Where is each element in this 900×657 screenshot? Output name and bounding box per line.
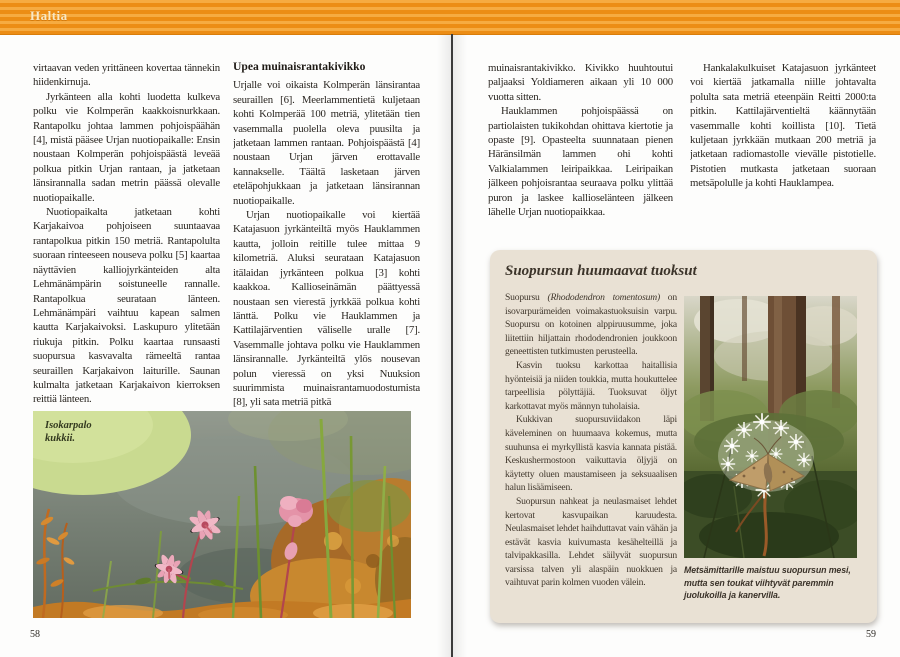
- left-page-column-2: [233, 60, 420, 410]
- header-band: [0, 0, 900, 35]
- body-paragraph: muinaisrantakivikko. Kivikko huuhtoutui paljaaksi Yoldiameren aikaan yli 10 000 vuotta sitten.: [488, 62, 673, 103]
- brand-logo-haltia: Haltia: [30, 8, 68, 23]
- page-gutter-shade-right: [453, 34, 467, 657]
- infobox-paragraph: Kukkivan suopursuviidakon läpi käveleminen on huumaava kokemus, mutta suuhunsa ei myrkyllistä kasvia kannata pistää. Keskushermostoon vaikuttavia öljyjä on käytetty oluen maustamiseen ja seksuaalisen halun lisäämiseen.: [505, 414, 677, 494]
- right-page-column-1: [488, 61, 673, 251]
- page-number-left: 58: [30, 629, 40, 640]
- right-page-column-2: [690, 61, 876, 251]
- body-paragraph: Nuotiopaikalta jatketaan kohti Karjakaivoa pohjoiseen suuntaavaa rantapolkua pitkin 150 metriä. Rantapolulta suoraan rinteeseen nouseva polku [5] kaartaa näyttävien kalliojyrkänteiden alta Lehmänämpärin soistuneelle rannalle. Rantapolkua seurataan länteen. Lehmänämpäri vaihtuu kapean salmen kautta Karjakaivoksi. Laskupuro ylitetään riukuja pitkin. Polku kaartaa runsaasti suopursua kasvavalta rämeeltä rantaa seuraillen Karjakaivon laiturille. Saunan kulmalta jatketaan Karjakaivon kierroksen reittiä länteen.: [33, 206, 220, 406]
- infobox-heading: Suopursun huumaavat tuoksut: [505, 263, 697, 279]
- infobox-paragraph: [505, 291, 677, 359]
- infobox-text-column: [505, 291, 677, 615]
- species-name: (Rhododendron tomentosum): [547, 292, 660, 303]
- infobox-paragraph: Suopursun nahkeat ja neulasmaiset lehdet kertovat kasvupaikan karuudesta. Neulasmaiset lehdet haihduttavat vain vähän ja estävät kasvia kuivumasta kesähelteillä ja talvipakkasilla. Lehdet säilyvät suopursun varsissa talven yli alaspäin nuokkuen ja vaihtuvat parin kolmen vuoden välein.: [505, 495, 677, 589]
- infobox-paragraph: Kasvin tuoksu karkottaa haitallisia hyönteisiä ja niiden toukkia, mutta houkuttelee tarpeellisia pölyttäjiä. Tuoksuvat öljyt karkottavat myös männyn tuholaisia.: [505, 359, 677, 412]
- page-gutter-shade-left: [437, 34, 451, 657]
- body-paragraph: Hankalakulkuiset Katajasuon jyrkänteet voi kiertää jatkamalla niille johtavalta polulta sata metriä eteenpäin Reitti 2000:ta pitkin. Kattilajärventieltä käännytään vasemmalle kohti koillista [10]. Tietä kuljetaan jyrkkään mutkaan 200 metriä ja jatketaan radiomastolle vievälle pistotielle. Pistotien mutkasta jatketaan suoraan metsäpolulle ja kohti Hauklampea.: [690, 62, 876, 190]
- body-paragraph: Urjalle voi oikaista Kolmperän länsirantaa seuraillen [6]. Meerlammentietä kuljetaan kohti Kolmperää 100 metriä, ylitetään tien vasemmalla puolella oleva puusilta ja jatketaan lammen rantaan. Pohjoispäästä [4] noustaan Urjan järven erottavalle kannakselle. Täältä lasketaan järven eteläpohjukkaan ja jatketaan länsirannan nuotiopaikalle.: [233, 79, 420, 207]
- section-heading: Upea muinaisrantakivikko: [233, 60, 366, 73]
- page-number-right: 59: [866, 629, 876, 640]
- page-gutter-line: [451, 34, 453, 657]
- body-paragraph: Urjan nuotiopaikalle voi kiertää Katajasuon jyrkänteiltä myös Hauklammen kautta, jolloin reitille tulee mittaa 9 kilometriä. Aluksi seurataan Katajasuon itälaidan jyrkänteen polkua [3] kohti kaakkoa. Kallioseinämän päättyessä noustaan sen vierestä jyrkkää polkua kohti länttä. Polku vie Hauklammen ja Kattilajärventien väliselle uralle [7]. Vasemmalle johtava polku vie Hauklammen länsirannalle. Jyrkänteiltä ylös nousevan polun vieressä on yksi Nuuksion suurimmista muinaisrantamuodostumista [8], yli sata metriä pitkä: [233, 209, 420, 409]
- moth-photo-illustration: [684, 296, 857, 558]
- left-page-column-1: [33, 61, 220, 409]
- cranberry-photo: [33, 411, 411, 618]
- body-paragraph: virtaavan veden yrittäneen kovertaa tännekin hiidenkirnuja.: [33, 62, 220, 89]
- infobox-paragraph-lead: Suopursu: [505, 292, 548, 303]
- photo-caption-isokarpalo: Isokarpalo kukkii.: [45, 420, 92, 444]
- photo-caption-metsamittari: Metsämittarille maistuu suopursun mesi, mutta sen toukat viihtyvät paremmin juolukoilla ja kanervilla.: [684, 565, 851, 601]
- body-paragraph: Jyrkänteen alla kohti luodetta kulkeva polku vie Kolmperän kaakkoisnurkkaan. Rantapolku johtaa lammen pohjoispäähän [4], mistä pääsee Urjan nuotiopaikalle: Ensin noustaan Kolmperän pohjoispäästä leveää polkua pitkin Urjan rantaan, ja jatketaan länsirannalla sadan metrin päässä olevalle nuotiopaikalle.: [33, 90, 220, 204]
- infobox-paragraph-rest: on isovarpurämeiden voimakastuoksuisin varpu. Suopursu on kotoinen alppiruusumme, joka liitettiin hiljattain rhododendronien joukkoon geneettisten tutkimusten perusteella.: [505, 292, 677, 358]
- moth-photo: [684, 296, 857, 558]
- body-paragraph: Hauklammen pohjoispäässä on partiolaisten tukikohdan ohittava kiertotie ja opaste [9]. Opasteelta suunnataan pienen Häränsilmän lammen ohi kohti Valkialammen leiripaikkaa. Leiripaikan jälkeen pohjoisrantaa seuraava polku ylittää puron ja laskee kallioselänteen jälkeen lähelle Urjan nuotiopaikkaa.: [488, 105, 673, 219]
- infobox-suopursu: [490, 250, 877, 623]
